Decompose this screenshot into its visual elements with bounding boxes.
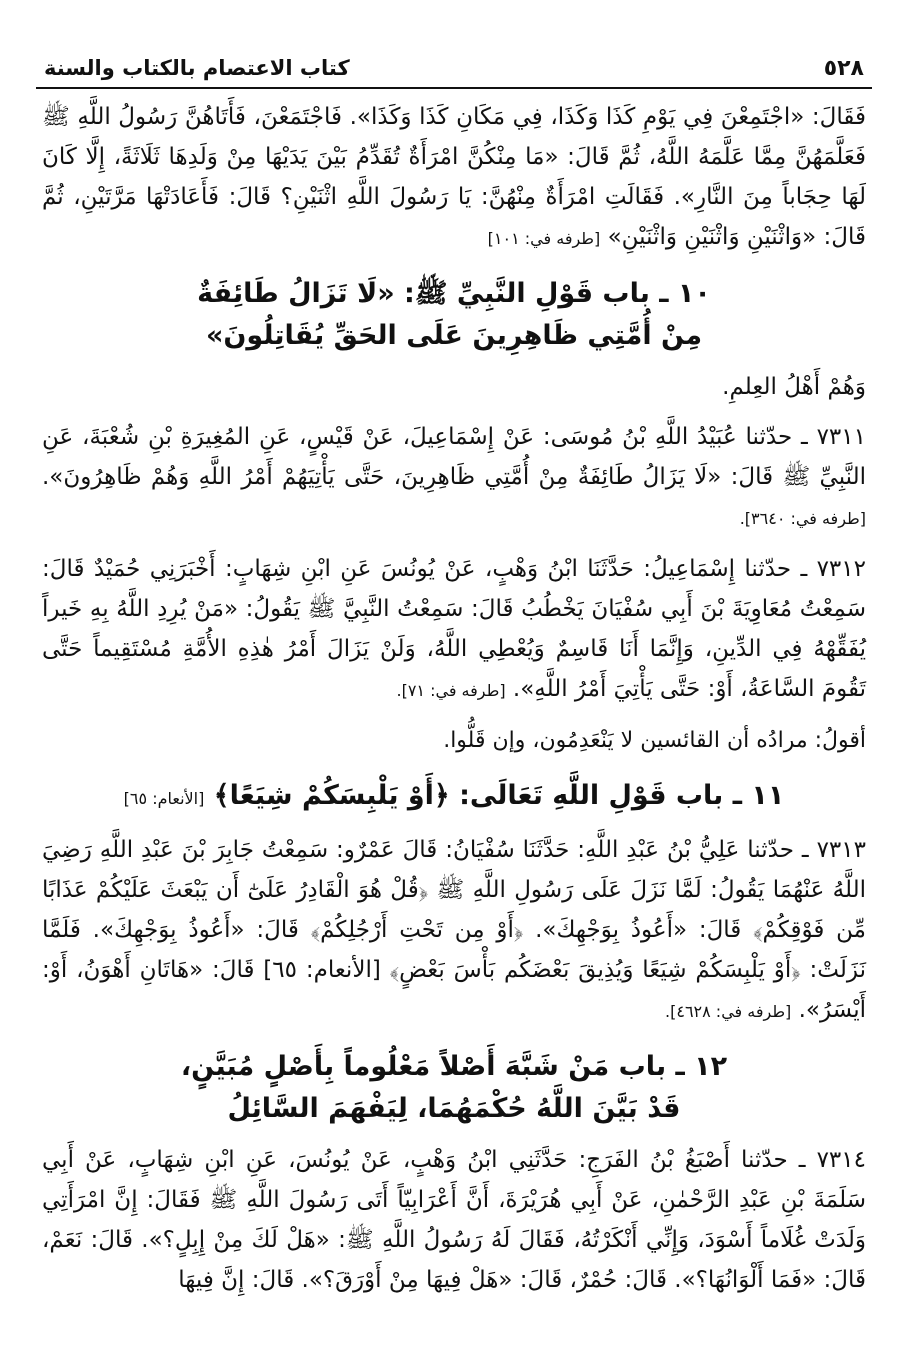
para-text: ٧٣١١ ـ حدّثنا عُبَيْدُ اللَّهِ بْنُ مُوسَى: عَنْ إِسْمَاعِيلَ، عَنْ قَيْسٍ، عَنِ المُغِيرَةِ بْنِ شُعْبَةَ، عَنِ النَّبِيِّ ﷺ قَالَ: «لَا يَزَالُ طَائِفَةٌ مِنْ أُمَّتِي ظَاهِرِينَ، حَتَّى يَأْتِيَهُمْ أَمْرُ اللَّهِ وَهُمْ ظَاهِرُونَ».: [42, 424, 866, 490]
chapter-heading-11: [42, 775, 866, 820]
heading-line: ١٢ ـ باب مَنْ شَبَّهَ أَصْلاً مَعْلُوماً بِأَصْلٍ مُبَيَّنٍ،: [180, 1051, 728, 1082]
heading-line: ١٠ ـ باب قَوْلِ النَّبِيِّ ﷺ: «لَا تَزَالُ طَائِفَةٌ: [197, 278, 711, 309]
heading-line: مِنْ أُمَّتِي ظَاهِرِينَ عَلَى الحَقِّ يُقَاتِلُونَ»: [205, 320, 703, 351]
heading-line: قَدْ بَيَّنَ اللَّهُ حُكْمَهُمَا، لِيَفْهَمَ السَّائِلُ: [227, 1093, 681, 1124]
page-content: [36, 89, 872, 1300]
chapter-heading-12: [42, 1046, 866, 1130]
hadith-7313: [42, 830, 866, 1032]
cross-reference: [طرفه في: ١٠١]: [487, 229, 601, 248]
para-text: ٧٣١٣ ـ حدّثنا عَلِيُّ بْنُ عَبْدِ اللَّهِ: حَدَّثَنَا سُفْيَانُ: قَالَ عَمْرٌو: سَمِعْتُ جَابِرَ بْنَ عَبْدِ اللَّهِ رَضِيَ اللَّهُ عَنْهُمَا يَقُولُ: لَمَّا نَزَلَ عَلَى رَسُولِ اللَّهِ ﷺ ﴿قُلْ هُوَ الْقَادِرُ عَلَىٰٓ أَن يَبْعَثَ عَلَيْكُمْ عَذَابًا مِّن فَوْقِكُمْ﴾ قَالَ: «أَعُوذُ بِوَجْهِكَ». ﴿أَوْ مِن تَحْتِ أَرْجُلِكُمْ﴾ قَالَ: «أَعُوذُ بِوَجْهِكَ». فَلَمَّا نَزَلَتْ: ﴿أَوْ يَلْبِسَكُمْ شِيَعًا وَيُذِيقَ بَعْضَكُم بَأْسَ بَعْضٍ﴾ [الأنعام: ٦٥] قَالَ: «هَاتَانِ أَهْوَنُ، أَوْ: أَيْسَرُ».: [42, 837, 866, 1023]
chapter-heading-10: [42, 273, 866, 357]
hadith-continuation: [42, 97, 866, 259]
hadith-7314: ٧٣١٤ ـ حدّثنا أَصْبَغُ بْنُ الفَرَجِ: حَدَّثَنِي ابْنُ وَهْبٍ، عَنْ يُونُسَ، عَنِ ابْنِ شِهَابٍ، عَنْ أَبِي سَلَمَةَ بْنِ عَبْدِ الرَّحْمٰنِ، عَنْ أَبِي هُرَيْرَةَ، أَنَّ أَعْرَابِيّاً أَتَى رَسُولَ اللَّهِ ﷺ فَقَالَ: إِنَّ امْرَأَتِي وَلَدَتْ غُلَاماً أَسْوَدَ، وَإِنِّي أَنْكَرْتُهُ، فَقَالَ لَهُ رَسُولُ اللَّهِ ﷺ: «هَلْ لَكَ مِنْ إِبِلٍ؟». قَالَ: نَعَمْ، قَالَ: «فَمَا أَلْوَانُهَا؟». قَالَ: حُمْرٌ، قَالَ: «هَلْ فِيهَا مِنْ أَوْرَقَ؟». قَالَ: إِنَّ فِيهَا: [42, 1147, 866, 1293]
page-number: ٥٢٨: [823, 56, 864, 81]
para-text: ٧٣١٢ ـ حدّثنا إِسْمَاعِيلُ: حَدَّثَنَا ابْنُ وَهْبٍ، عَنْ يُونُسَ عَنِ ابْنِ شِهَابٍ: أَخْبَرَنِي حُمَيْدٌ قَالَ: سَمِعْتُ مُعَاوِيَةَ بْنَ أَبِي سُفْيَانَ يَخْطُبُ قَالَ: سَمِعْتُ النَّبِيَّ ﷺ يَقُولُ: «مَنْ يُرِدِ اللَّهُ بِهِ خَيراً يُفَقِّهْهُ فِي الدِّينِ، وَإِنَّمَا أَنَا قَاسِمٌ وَيُعْطِي اللَّهُ، وَلَنْ يَزَالَ أَمْرُ هٰذِهِ الأُمَّةِ مُسْتَقِيماً حَتَّى تَقُومَ السَّاعَةُ، أَوْ: حَتَّى يَأْتِيَ أَمْرُ اللَّهِ».: [42, 556, 866, 702]
running-header: [36, 48, 872, 89]
book-title: كتاب الاعتصام بالكتاب والسنة: [44, 56, 350, 80]
commentary-note: أقولُ: مرادُه أن القائسين لا يَنْعَدِمُون، وإن قَلُّوا.: [443, 728, 866, 753]
cross-reference: [طرفه في: ٧١].: [396, 681, 506, 700]
cross-reference: [طرفه في: ٣٦٤٠].: [739, 509, 866, 528]
cross-reference: [طرفه في: ٤٦٢٨].: [665, 1002, 792, 1021]
hadith-7311: [42, 417, 866, 539]
para-text: فَقَالَ: «اجْتَمِعْنَ فِي يَوْمِ كَذَا وَكَذَا، فِي مَكَانِ كَذَا وَكَذَا». فَاجْتَمَعْنَ، فَأَتَاهُنَّ رَسُولُ اللَّهِ ﷺ فَعَلَّمَهُنَّ مِمَّا عَلَّمَهُ اللَّهُ، ثُمَّ قَالَ: «مَا مِنْكُنَّ امْرَأَةٌ تُقَدِّمُ بَيْنَ يَدَيْهَا مِنْ وَلَدِهَا ثَلَاثَةً، إِلَّا كَانَ لَهَا حِجَاباً مِنَ النَّارِ». فَقَالَتِ امْرَأَةٌ مِنْهُنَّ: يَا رَسُولَ اللَّهِ اثْنَيْنِ؟ قَالَ: فَأَعَادَتْهَا مَرَّتَيْنِ، ثُمَّ قَالَ: «وَاثْنَيْنِ وَاثْنَيْنِ وَاثْنَيْنِ»: [42, 104, 866, 250]
heading-line: ١١ ـ باب قَوْلِ اللَّهِ تَعَالَى: ﴿أَوْ يَلْبِسَكُمْ شِيَعًا﴾: [213, 780, 785, 811]
hadith-7312: [42, 549, 866, 711]
quran-reference: [الأنعام: ٦٥]: [123, 789, 205, 808]
chapter-note: وَهُمْ أَهْلُ العِلمِ.: [722, 374, 866, 400]
